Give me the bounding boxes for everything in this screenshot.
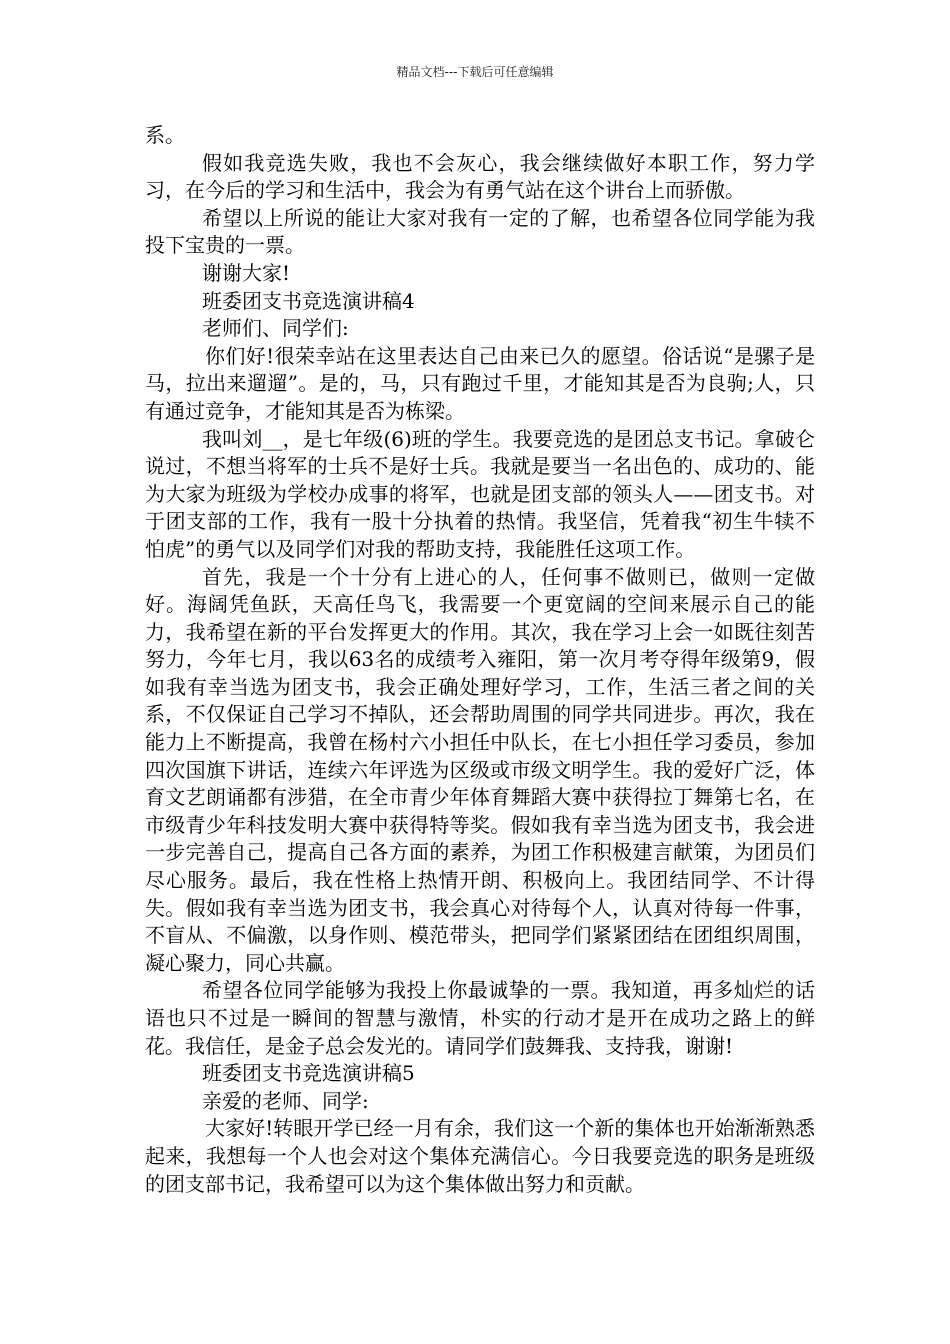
paragraph: 大家好!转眼开学已经一月有余，我们这一个新的集体也开始渐渐熟悉起来，我想每一个人也会对这个集体充满信心。今日我要竞选的职务是班级的团支部书记，我希望可以为这个集体做出努力和贡献。 — [145, 1116, 815, 1196]
section-title: 班委团支书竞选演讲稿4 — [202, 288, 415, 313]
section-title: 班委团支书竞选演讲稿5 — [202, 1061, 415, 1086]
paragraph: 你们好!很荣幸站在这里表达自己由来已久的愿望。俗话说“是骡子是马，拉出来遛遛”。是的，马，只有跑过千里，才能知其是否为良驹;人，只有通过竞争，才能知其是否为栋梁。 — [145, 343, 815, 423]
salutation: 老师们、同学们: — [202, 316, 349, 341]
salutation: 亲爱的老师、同学: — [202, 1088, 369, 1113]
closing-line: 谢谢大家! — [202, 260, 291, 285]
paragraph: 假如我竞选失败，我也不会灰心，我会继续做好本职工作，努力学习，在今后的学习和生活中，我会为有勇气站在这个讲台上而骄傲。 — [145, 150, 815, 203]
paragraph: 系。 — [145, 123, 185, 147]
page-header: 精品文档---下载后可任意编辑 — [396, 65, 554, 79]
paragraph: 希望以上所说的能让大家对我有一定的了解，也希望各位同学能为我投下宝贵的一票。 — [145, 205, 815, 258]
document-body — [145, 122, 815, 1198]
paragraph: 希望各位同学能够为我投上你最诚挚的一票。我知道，再多灿烂的话语也只不过是一瞬间的智慧与激情，朴实的行动才是开在成功之路上的鲜花。我信任，是金子总会发光的。请同学们鼓舞我、支持我，谢谢! — [145, 978, 815, 1058]
paragraph: 我叫刘__，是七年级(6)班的学生。我要竞选的是团总支书记。拿破仑说过，不想当将军的士兵不是好士兵。我就是要当一名出色的、成功的、能为大家为班级为学校办成事的将军，也就是团支部的领头人——团支书。对于团支部的工作，我有一股十分执着的热情。我坚信，凭着我“初生牛犊不怕虎”的勇气以及同学们对我的帮助支持，我能胜任这项工作。 — [145, 426, 815, 561]
paragraph: 首先，我是一个十分有上进心的人，任何事不做则已，做则一定做好。海阔凭鱼跃，天高任鸟飞，我需要一个更宽阔的空间来展示自己的能力，我希望在新的平台发挥更大的作用。其次，我在学习上会一如既往刻苦努力，今年七月，我以63名的成绩考入雍阳，第一次月考夺得年级第9，假如我有幸当选为团支书，我会正确处理好学习，工作，生活三者之间的关系，不仅保证自己学习不掉队，还会帮助周围的同学共同进步。再次，我在能力上不断提高，我曾在杨村六小担任中队长，在七小担任学习委员，参加四次国旗下讲话，连续六年评选为区级或市级文明学生。我的爱好广泛，体育文艺朗诵都有涉猎，在全市青少年体育舞蹈大赛中获得拉丁舞第七名，在市级青少年科技发明大赛中获得特等奖。假如我有幸当选为团支书，我会进一步完善自己，提高自己各方面的素养，为团工作积极建言献策，为团员们尽心服务。最后，我在性格上热情开朗、积极向上。我团结同学、不计得失。假如我有幸当选为团支书，我会真心对待每个人，认真对待每一件事，不盲从、不偏激，以身作则、模范带头，把同学们紧紧团结在团组织周围，凝心聚力，同心共赢。 — [145, 564, 815, 975]
